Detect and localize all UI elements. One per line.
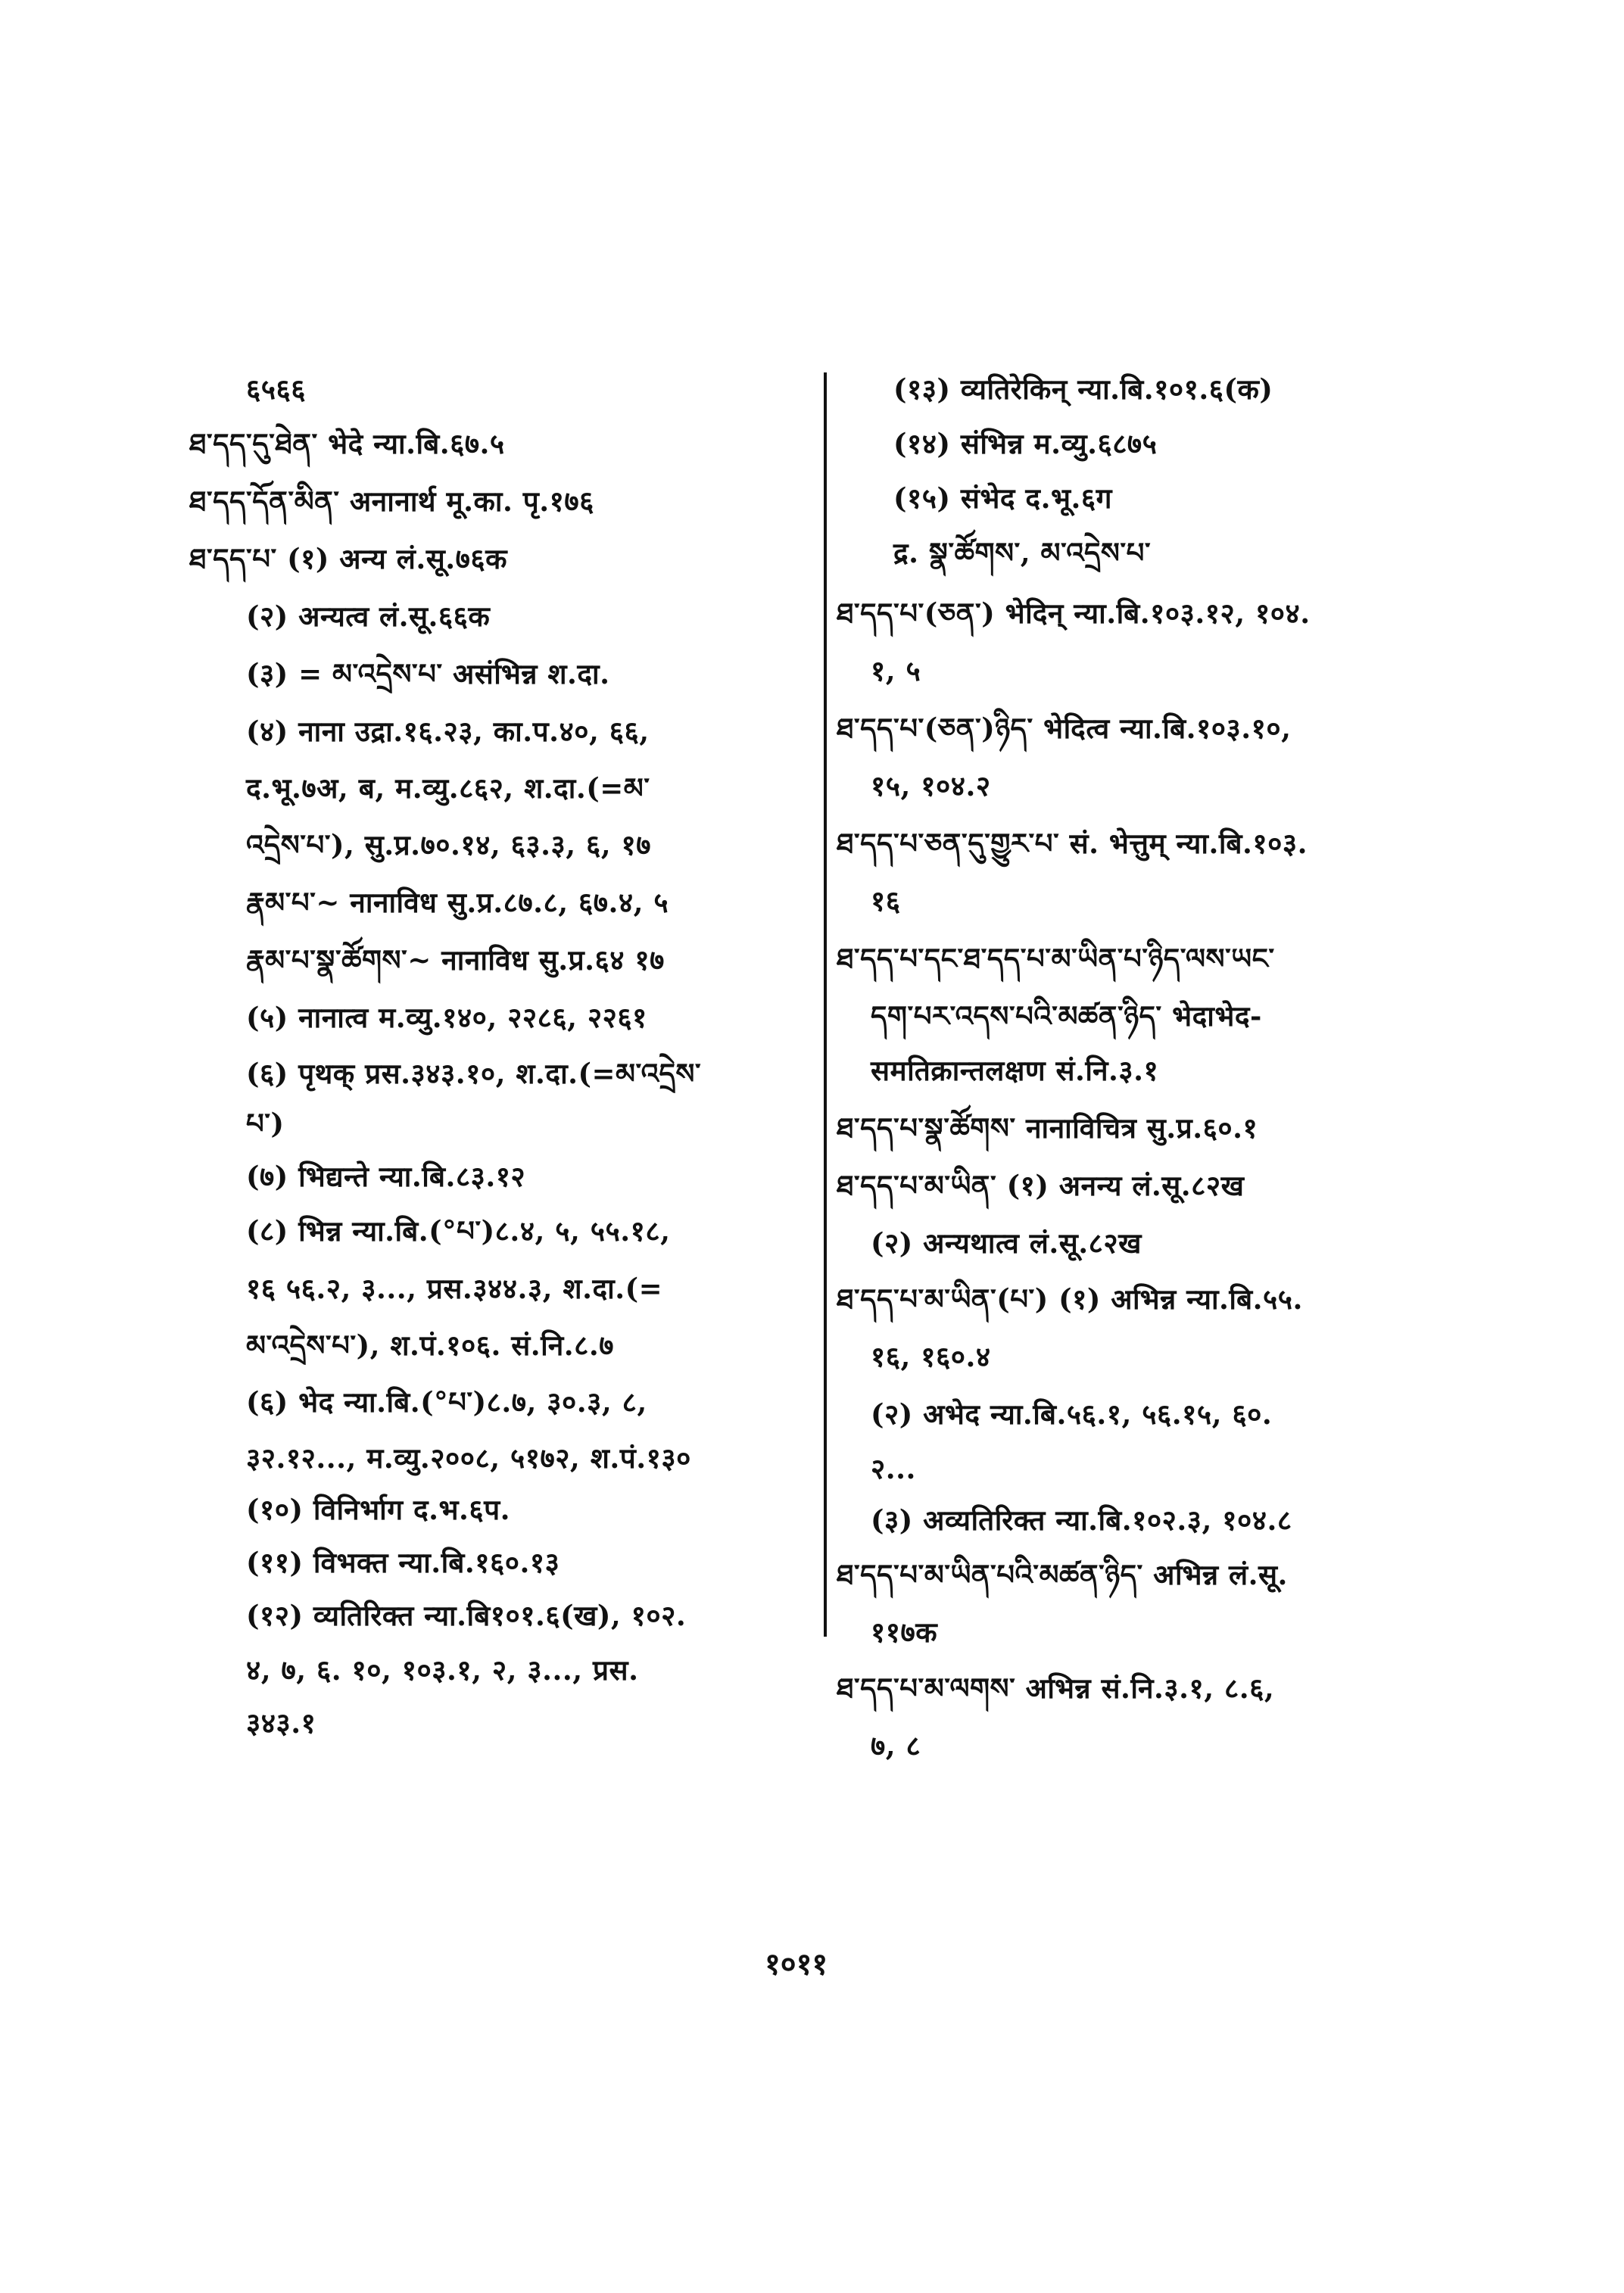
- headword-line: ཐ་དད་པ་མ་ཡིན་ (१) अनन्य लं.सू.८२ख: [837, 1169, 1245, 1202]
- sense-line: (२) अन्यथात्व लं.सू.८२ख: [871, 1226, 1142, 1260]
- sense-line: (३) अव्यतिरिक्त न्या.बि.१०२.३, १०४.८: [871, 1503, 1292, 1537]
- headword-line: ཐ་དད་པ་ (१) अन्य लं.सू.७६क: [189, 542, 508, 575]
- cross-reference-line: द्र. སྣ་ཚོགས་, མ་འདྲེས་པ་: [893, 536, 1152, 569]
- sense-line: (१३) व्यतिरेकिन् न्या.बि.१०१.६(क): [893, 372, 1273, 406]
- headword-line: ཐ་དད་པ་མ་ལགས་ अभिन्न सं.नि.३.१, ८.६,: [837, 1671, 1275, 1705]
- sense-line: (१०) विनिर्भाग द.भ.६प.: [246, 1493, 511, 1526]
- sense-line: (६) पृथक् प्रस.३४३.१०, श.दा.(=མ་འདྲེས་: [246, 1057, 702, 1090]
- headword-line: ཐ་དད་པ་(ཅན་) भेदिन् न्या.बि.१०३.१२, १०४.: [837, 597, 1311, 630]
- sense-line: (२) अन्यत्व लं.सू.६६क: [246, 600, 491, 633]
- sense-line: (५) नानात्व म.व्यु.१४०, २२८६, २२६१: [246, 1001, 647, 1034]
- sense-line: (१२) व्यतिरिक्त न्या.बि१०१.६(ख), १०२.: [246, 1599, 687, 1632]
- left-column: [189, 371, 795, 2293]
- headword-line: ཐ་དད་པ་སྣ་ཚོགས་ नानाविचित्र सु.प्र.६०.१: [837, 1111, 1258, 1145]
- continuation-line: ४, ७, ६. १०, १०३.१, २, ३..., प्रस.: [246, 1653, 639, 1687]
- compound-line: རྣམ་པ་~ नानाविध सु.प्र.८७.८, ६७.४, ५: [246, 886, 669, 919]
- sense-line: (११) विभक्त न्या.बि.१६०.१३: [246, 1546, 560, 1579]
- continuation-line: ११७क: [871, 1615, 938, 1649]
- continuation-line: द.भू.७अ, ब, म.व्यु.८६२, श.दा.(=མ་: [246, 771, 650, 805]
- continuation-line: समतिक्रान्तलक्षण सं.नि.३.१: [871, 1054, 1159, 1087]
- continuation-line: པ་): [246, 1107, 285, 1140]
- continuation-line: १५, १०४.२: [871, 769, 991, 802]
- sense-line: (३) = མ་འདྲེས་པ་ असंभिन्न श.दा.: [246, 657, 610, 690]
- sense-line: (७) भिद्यन्ते न्या.बि.८३.१२: [246, 1160, 526, 1193]
- sense-line: (४) नाना उद्रा.१६.२३, का.प.४०, ६६,: [246, 715, 650, 748]
- continuation-line: ३४३.१: [246, 1706, 316, 1740]
- sense-line: (२) अभेद न्या.बि.५६.१, ५६.१५, ६०.: [871, 1397, 1273, 1431]
- right-column: [837, 371, 1473, 2293]
- headword-line: ཐ་དད་དུ་ཐེན་ भेदे न्या.बि.६७.५: [189, 427, 505, 460]
- entry-number: ६५६६: [246, 372, 306, 406]
- continuation-line: २...: [871, 1452, 916, 1485]
- continuation-line: དག་པར་འདས་པའི་མཚན་ཉིད་ भेदाभेद-: [871, 999, 1262, 1033]
- continuation-line: १, ५: [871, 654, 921, 687]
- continuation-line: འདྲེས་པ་), सु.प्र.७०.१४, ६३.३, ६, १७: [246, 828, 652, 861]
- compound-line: རྣམ་པ་སྣ་ཚོགས་~ नानाविध सु.प्र.६४ १७: [246, 943, 665, 977]
- column-divider: [824, 372, 827, 1637]
- sense-line: (१४) संभिन्न म.व्यु.६८७५: [893, 427, 1158, 460]
- continuation-line: १६: [871, 884, 901, 918]
- continuation-line: १६ ५६.२, ३..., प्रस.३४४.३, श.दा.(=: [246, 1272, 663, 1305]
- headword-line: ཐ་དད་པ་དང་ཐ་དད་པ་མ་ཡིན་པ་ཉིད་ལས་ཡང་: [837, 942, 1275, 975]
- headword-line: ཐ་དད་པ་མ་ཡིན་པའི་མཚན་ཉིད་ अभिन्न लं.सू.: [837, 1558, 1288, 1591]
- sense-line: (८) भिन्न न्या.बि.(°པ་)८.४, ५, ५५.१८,: [246, 1214, 671, 1248]
- page-number: १०११: [765, 1946, 828, 1982]
- continuation-line: ७, ८: [871, 1729, 921, 1762]
- sense-line: (१५) संभेद द.भू.६ग: [893, 481, 1112, 515]
- continuation-line: མ་འདྲེས་པ་), श.पं.१०६. सं.नि.८.७: [246, 1329, 615, 1362]
- headword-line: ཐ་དད་དོན་མིན་ अनानार्थ मू.का. पृ.१७६: [189, 484, 594, 518]
- continuation-line: १६, १६०.४: [871, 1340, 991, 1373]
- continuation-line: ३२.१२..., म.व्यु.२००८, ५१७२, श.पं.१३०: [246, 1441, 691, 1475]
- headword-line: ཐ་དད་པ་ཅན་དུ་གྱུར་པ་ सं. भेत्तुम् न्या.बि.१०३.: [837, 827, 1308, 860]
- headword-line: ཐ་དད་པ་མ་ཡིན་(པ་) (१) अभिन्न न्या.बि.५५.: [837, 1282, 1303, 1316]
- sense-line: (६) भेद न्या.बि.(°པ་)८.७, ३०.३, ८,: [246, 1385, 647, 1419]
- headword-line: ཐ་དད་པ་(ཅན་)ཉིད་ भेदित्व न्या.बि.१०३.१०,: [837, 712, 1292, 745]
